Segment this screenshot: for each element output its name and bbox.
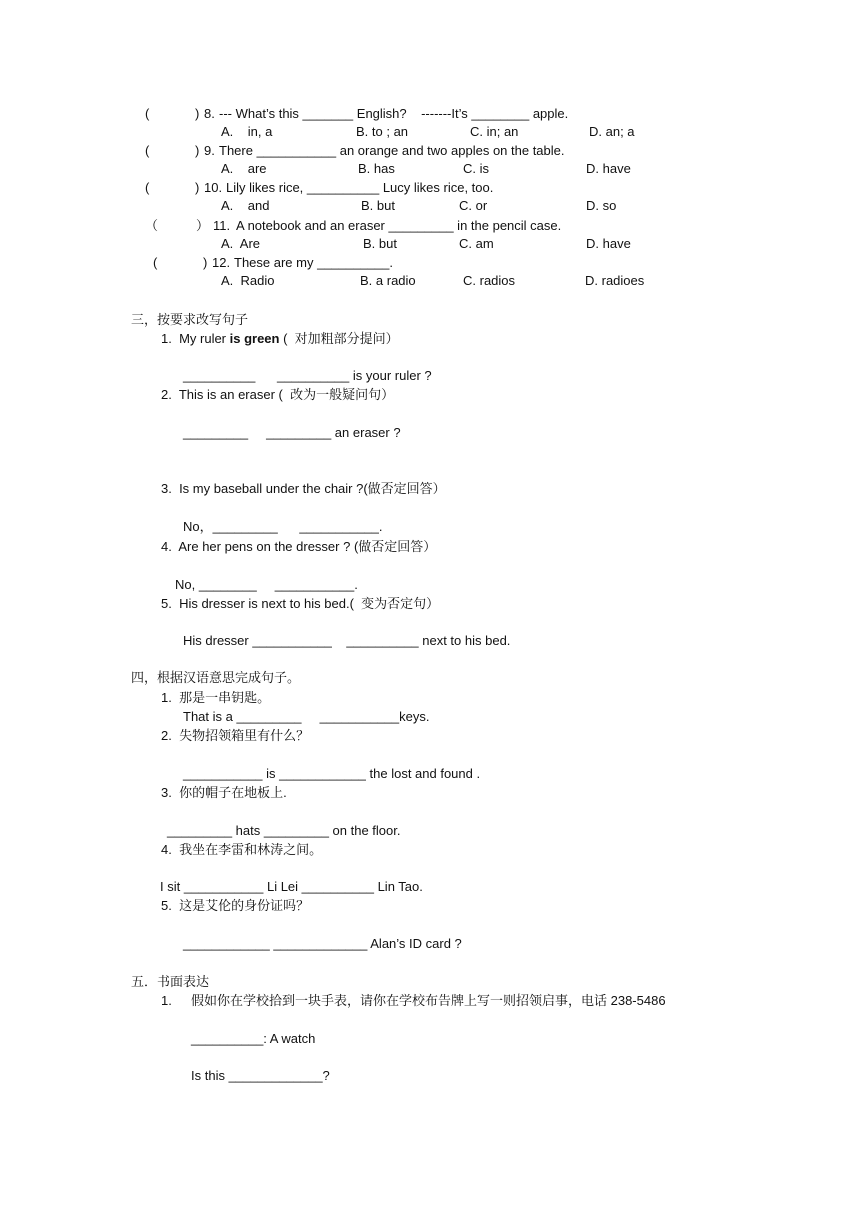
mc-8-option-d: D. an; a <box>589 124 635 139</box>
s3-answer-2: _________ _________ an eraser ? <box>183 425 401 440</box>
s3-answer-3: No，_________ ___________. <box>183 519 383 534</box>
s4-answer-5: ____________ _____________ Alan’s ID card ? <box>183 936 462 951</box>
s5-notice-line-2: Is this _____________? <box>191 1068 330 1083</box>
mc-11-question: A notebook and an eraser _________ in the pencil case. <box>236 218 562 233</box>
mc-9-question: There ___________ an orange and two apples on the table. <box>219 143 565 158</box>
mc-12-option-a: A. Radio <box>221 273 275 288</box>
mc-9-option-c: C. is <box>463 161 489 176</box>
mc-9-number: 9. <box>204 143 215 158</box>
mc-10-option-b: B. but <box>361 198 395 213</box>
s3-question-4: 4. Are her pens on the dresser ? (做否定回答） <box>161 539 437 554</box>
mc-12-option-d: D. radioes <box>585 273 645 288</box>
mc-11-option-a: A. Are <box>221 236 261 251</box>
mc-12-paren-open: ( <box>153 255 158 270</box>
mc-10-paren-open: ( <box>145 180 150 195</box>
section-3-heading: 三，按要求改写句子 <box>131 312 249 327</box>
mc-10-option-d: D. so <box>586 198 617 213</box>
s3-question-2: 2. This is an eraser ( 改为一般疑问句） <box>161 387 395 402</box>
mc-10-option-c: C. or <box>459 198 488 213</box>
s3-question-1 <box>161 331 399 347</box>
mc-10-number: 10. <box>204 180 223 195</box>
mc-12-question: These are my __________. <box>234 255 393 270</box>
mc-11-paren-close: ） <box>196 218 210 233</box>
s3-answer-4: No, ________ ___________. <box>175 577 358 592</box>
mc-8-paren-open: ( <box>145 106 150 121</box>
s4-question-3: 3. 你的帽子在地板上. <box>161 785 287 800</box>
section-4-heading: 四，根据汉语意思完成句子。 <box>131 670 301 685</box>
mc-10-question: Lily likes rice, __________ Lucy likes rice, too. <box>226 180 494 195</box>
s4-answer-1: That is a _________ ___________keys. <box>183 709 430 724</box>
mc-11-option-b: B. but <box>363 236 397 251</box>
mc-12-number: 12. <box>212 255 231 270</box>
mc-9-option-a: A. are <box>221 161 267 176</box>
mc-9-paren-open: ( <box>145 143 150 158</box>
mc-8-option-c: C. in; an <box>470 124 519 139</box>
s4-answer-2: ___________ is ____________ the lost and found . <box>183 766 481 781</box>
mc-9-option-b: B. has <box>358 161 395 176</box>
s4-question-2: 2. 失物招领箱里有什么？ <box>161 728 310 743</box>
section-5-heading: 五．书面表达 <box>131 974 210 989</box>
s4-question-5: 5. 这是艾伦的身份证吗？ <box>161 898 310 913</box>
s3-q1-bold: is green <box>229 331 280 346</box>
mc-10-option-a: A. and <box>221 198 270 213</box>
mc-8-option-b: B. to ; an <box>356 124 409 139</box>
mc-8-question: --- What’s this _______ English? -------It’s ________ apple. <box>219 106 569 121</box>
s4-question-4: 4. 我坐在李雷和林涛之间。 <box>161 842 323 857</box>
mc-9-option-d: D. have <box>586 161 631 176</box>
mc-12-option-b: B. a radio <box>360 273 416 288</box>
s4-answer-4: I sit ___________ Li Lei __________ Lin Tao. <box>160 879 423 894</box>
mc-11-option-d: D. have <box>586 236 631 251</box>
mc-11-number: 11. <box>213 218 231 233</box>
mc-10-paren-close: ) <box>195 180 200 195</box>
mc-8-paren-close: ) <box>195 106 200 121</box>
mc-11-option-c: C. am <box>459 236 494 251</box>
mc-9-paren-close: ) <box>195 143 200 158</box>
s3-q1-text-pre: 1. My ruler <box>161 331 230 346</box>
s3-question-5: 5. His dresser is next to his bed.( 变为否定句） <box>161 596 440 611</box>
s4-question-1: 1. 那是一串钥匙。 <box>161 690 271 705</box>
s5-number: 1. <box>161 993 172 1008</box>
s3-answer-1: __________ __________ is your ruler ? <box>183 368 432 383</box>
mc-11-paren-open: （ <box>145 218 159 233</box>
mc-12-option-c: C. radios <box>463 273 516 288</box>
s3-answer-5: His dresser ___________ __________ next to his bed. <box>183 633 511 648</box>
mc-8-option-a: A. in, a <box>221 124 273 139</box>
s5-notice-line-1: __________: A watch <box>191 1031 316 1046</box>
s4-answer-3: _________ hats _________ on the floor. <box>167 823 401 838</box>
s5-prompt: 假如你在学校拾到一块手表，请你在学校布告牌上写一则招领启事，电话 238-5486 <box>191 993 666 1008</box>
mc-8-number: 8. <box>204 106 215 121</box>
s3-question-3: 3. Is my baseball under the chair ?(做否定回答） <box>161 481 446 496</box>
mc-12-paren-close: ) <box>203 255 208 270</box>
s3-q1-text-post: ( 对加粗部分提问） <box>279 331 399 346</box>
